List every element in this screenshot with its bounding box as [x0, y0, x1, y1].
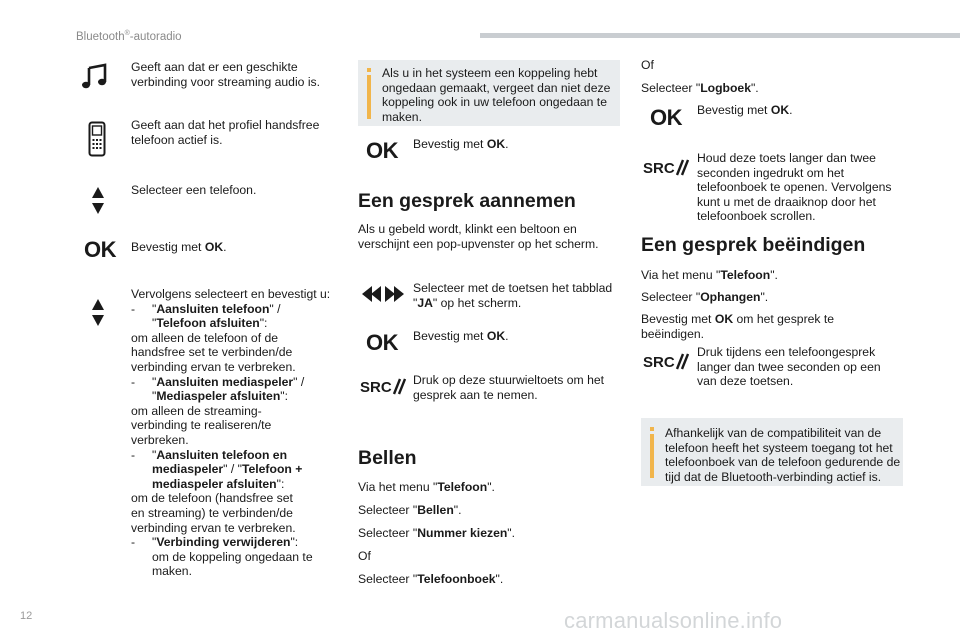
confirm-end-call: Bevestig met OK om het gesprek te beëindigen.	[641, 312, 835, 341]
ok-icon: OK	[650, 104, 682, 130]
then-select-text: Vervolgens selecteert en bevestigt u:	[131, 287, 331, 301]
select-tab-text: Selecteer met de toetsen het tabblad "JA" op het scherm.	[413, 281, 613, 310]
hold-src-text: Houd deze toets langer dan twee seconden ingedrukt om het telefoonboek te openen. Vervolgens kunt u met de draaiknop door het telefoonboek scrollen.	[697, 151, 892, 224]
prev-next-arrows-icon	[362, 284, 404, 304]
select-ophangen: Selecteer "Ophangen".	[641, 290, 769, 304]
running-header: Bluetooth®-autoradio	[76, 30, 182, 43]
heading-calling: Bellen	[358, 447, 417, 469]
heading-answer-call: Een gesprek aannemen	[358, 190, 576, 212]
up-down-arrows-icon	[91, 182, 105, 218]
ok-icon: OK	[366, 137, 398, 163]
streaming-description: Geeft aan dat er een geschikte verbinding voor streaming audio is.	[131, 60, 321, 89]
ok-icon: OK	[84, 236, 116, 262]
watermark: carmanualsonline.info	[564, 608, 783, 633]
src-phone-button-icon	[360, 375, 406, 397]
connection-options-list: Vervolgens selecteert en bevestigt u: - "Aansluiten telefoon" / "Telefoon afsluiten": om alleen de telefoon of de handsfree set te verbinden/de verbinding ervan te verbreken. - "Aansluiten mediaspeler" / "Mediaspeler afsluiten": om alleen de streaming- verbinding te realiseren/te verbreken. - "Aansluiten telefoon en mediaspeler" / "Telefoon + mediaspeler afsluiten": om de telefoon (handsfree set en streaming) te verbinden/de verbinding ervan te verbreken. - "Verbinding verwijderen": om de koppeling ongedaan te maken.	[131, 287, 346, 579]
svg-text:SRC: SRC	[360, 379, 392, 396]
header-bar	[480, 33, 960, 38]
select-logboek: Selecteer "Logboek".	[641, 81, 759, 95]
press-src-text: Druk op deze stuurwieltoets om het gesprek aan te nemen.	[413, 373, 605, 402]
page-number: 12	[20, 610, 33, 622]
music-note-icon	[80, 62, 110, 92]
svg-text:SRC: SRC	[643, 354, 675, 371]
handsfree-description: Geeft aan dat het profiel handsfree telefoon actief is.	[131, 118, 320, 147]
incoming-call-text: Als u gebeld wordt, klinkt een beltoon en verschijnt een pop-upvenster op het scherm.	[358, 222, 599, 251]
confirm-ok-text: Bevestig met OK.	[131, 240, 227, 254]
info-icon	[367, 68, 371, 72]
select-phone-text: Selecteer een telefoon.	[131, 183, 257, 197]
press-end-text: Druk tijdens een telefoongesprek langer dan twee seconden op een van deze toetsen.	[697, 345, 881, 389]
src-phone-button-icon	[643, 350, 689, 372]
info-box-phonebook: Afhankelijk van de compatibiliteit van de telefoon heeft het systeem toegang tot het telefoonboek van de telefoon gedurende de tijd dat de Bluetooth-verbinding actief is.	[641, 418, 903, 486]
info-box-unpair: Als u in het systeem een koppeling hebt ongedaan gemaakt, vergeet dan niet deze koppeling ook in uw telefoon ongedaan te maken.	[358, 60, 620, 126]
confirm-ok-text: Bevestig met OK.	[413, 137, 509, 151]
confirm-ok-text: Bevestig met OK.	[697, 103, 793, 117]
or-text: Of	[641, 58, 654, 72]
ok-icon: OK	[366, 329, 398, 355]
confirm-ok-text: Bevestig met OK.	[413, 329, 509, 343]
svg-text:SRC: SRC	[643, 160, 675, 177]
via-menu-telefoon: Via het menu "Telefoon".	[641, 268, 778, 282]
select-nummer-kiezen: Selecteer "Nummer kiezen".	[358, 526, 516, 540]
phone-icon	[87, 120, 107, 158]
select-bellen: Selecteer "Bellen".	[358, 503, 462, 517]
heading-end-call: Een gesprek beëindigen	[641, 234, 866, 256]
select-telefoonboek: Selecteer "Telefoonboek".	[358, 572, 504, 586]
src-phone-button-icon	[643, 156, 689, 178]
info-icon	[650, 427, 654, 431]
via-menu-telefoon: Via het menu "Telefoon".	[358, 480, 495, 494]
or-text: Of	[358, 549, 371, 563]
up-down-arrows-icon	[91, 294, 105, 330]
